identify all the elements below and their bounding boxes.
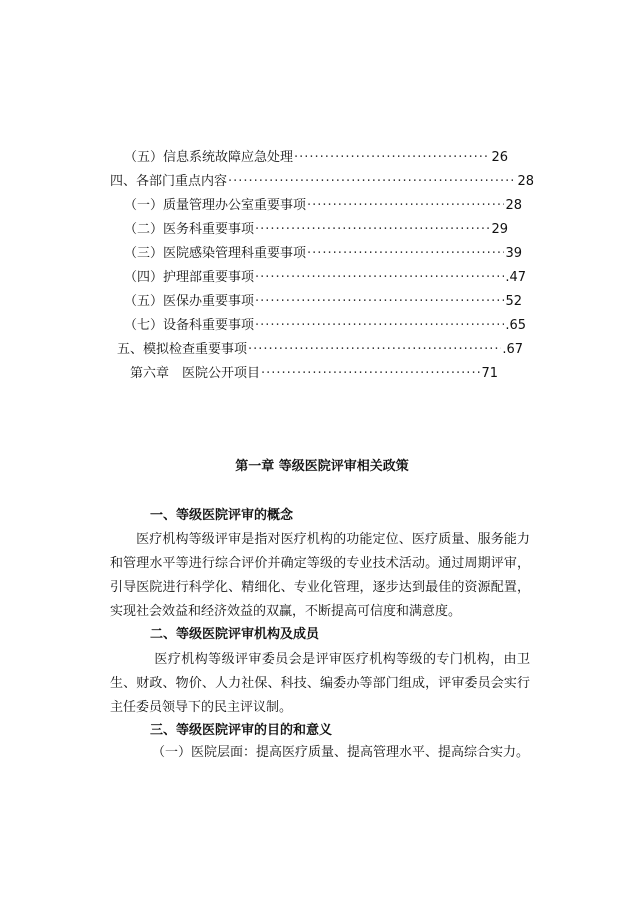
toc-entry-label: （三）医院感染管理科重要事项	[124, 246, 307, 261]
toc-entry-page: 29	[491, 222, 508, 237]
toc-leader	[307, 246, 504, 262]
section-paragraph	[110, 528, 530, 624]
toc-entry-page: 71	[481, 366, 498, 381]
toc-entry-page: .67	[502, 342, 523, 357]
toc-entry[interactable]	[124, 150, 508, 166]
section-body: 医疗机构等级评审是指对医疗机构的功能定位、医疗质量、服务能力和管理水平等进行综合评价并确定等级的专业技术活动。通过周期评审，引导医院进行科学化、精细化、专业化管理，逐步达到最佳的资源配置，实现社会效益和经济效益的双赢，不断提高可信度和满意度。	[110, 532, 530, 619]
toc-leader	[261, 366, 480, 382]
toc-leader	[294, 150, 490, 166]
section-heading: 三、等级医院评审的目的和意义	[150, 723, 333, 738]
toc-entry-page: 39	[505, 246, 522, 261]
toc-leader	[248, 342, 501, 358]
toc-leader	[255, 294, 504, 310]
toc-entry[interactable]	[124, 222, 508, 238]
toc-entry-label: （四）护理部重要事项	[124, 270, 255, 285]
toc-entry-label: （五）信息系统故障应急处理	[124, 150, 294, 165]
section-heading: 一、等级医院评审的概念	[150, 508, 294, 523]
section-body: （一）医院层面：提高医疗质量、提高管理水平、提高综合实力。	[152, 745, 530, 760]
toc-entry[interactable]	[117, 342, 523, 358]
toc-entry[interactable]	[124, 318, 526, 334]
section-paragraph	[110, 648, 530, 720]
toc-entry-label: 四、各部门重点内容	[110, 174, 228, 189]
toc-entry-label: （二）医务科重要事项	[124, 222, 255, 237]
toc-entry-page: 26	[491, 150, 508, 165]
toc-entry-page: 52	[505, 294, 522, 309]
toc-entry-label: 第六章 医院公开项目	[130, 366, 261, 381]
section-heading: 二、等级医院评审机构及成员	[150, 627, 320, 642]
toc-leader	[228, 174, 516, 190]
section-body: 医疗机构等级评审委员会是评审医疗机构等级的专门机构，由卫生、财政、物价、人力社保、科技、编委办等部门组成，评审委员会实行主任委员领导下的民主评议制。	[110, 652, 530, 715]
toc-leader	[307, 198, 504, 214]
toc-entry[interactable]	[124, 246, 522, 262]
toc-entry-label: （一）质量管理办公室重要事项	[124, 198, 307, 213]
toc-entry[interactable]	[124, 294, 522, 310]
toc-entry-label: （五）医保办重要事项	[124, 294, 255, 309]
toc-entry[interactable]	[110, 174, 534, 190]
toc-entry-page: .65	[505, 318, 526, 333]
toc-entry-page: 28	[517, 174, 534, 189]
toc-leader	[255, 222, 490, 238]
toc-leader	[255, 270, 504, 286]
toc-leader	[255, 318, 504, 334]
chapter-title: 第一章 等级医院评审相关政策	[235, 459, 409, 474]
toc-entry[interactable]	[130, 366, 498, 382]
toc-entry-label: 五、模拟检查重要事项	[117, 342, 248, 357]
toc-entry-page: .47	[505, 270, 526, 285]
toc-entry-page: 28	[505, 198, 522, 213]
toc-entry-label: （七）设备科重要事项	[124, 318, 255, 333]
toc-entry[interactable]	[124, 198, 522, 214]
toc-entry[interactable]	[124, 270, 526, 286]
